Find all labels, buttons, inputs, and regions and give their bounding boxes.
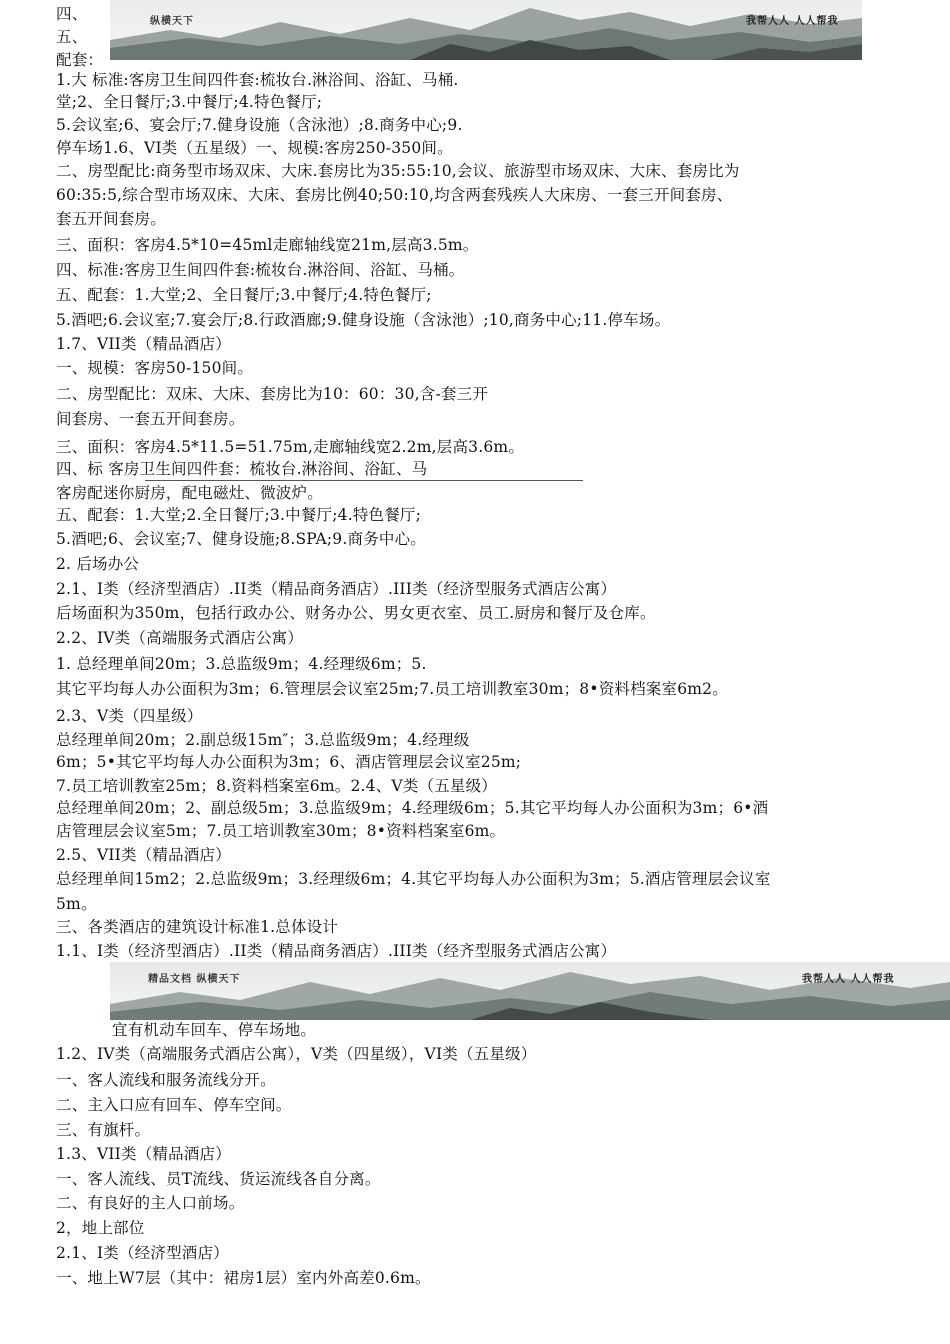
text-line: 1.3、VII类（精品酒店） xyxy=(56,1145,231,1163)
text-line: 客房配迷你厨房，配电磁灶、微波炉。 xyxy=(56,484,323,502)
text-line: 6m；5•其它平均每人办公面积为3m；6、酒店管理层会议室25m; xyxy=(56,753,522,771)
text-line: 五、配套：1.大堂;2、全日餐厅;3.中餐厅;4.特色餐厅; xyxy=(56,286,432,304)
text-line: 总经理单间20m；2.副总级15m″；3.总监级9m；4.经理级 xyxy=(56,731,470,749)
text-line: 四、 xyxy=(56,5,88,23)
text-line: 后场面积为350m，包括行政办公、财务办公、男女更衣室、员工.厨房和餐厅及仓库。 xyxy=(56,604,656,622)
text-line: 其它平均每人办公面积为3m；6.管理层会议室25m;7.员工培训教室30m；8•资料档案室6m2。 xyxy=(56,680,728,698)
header-banner-top xyxy=(110,0,862,60)
text-line: 1. 总经理单间20m；3.总监级9m；4.经理级6m；5. xyxy=(56,655,427,673)
header-banner-bottom xyxy=(110,962,950,1020)
text-line: 宜有机动车回车、停车场地。 xyxy=(112,1021,317,1039)
mountain-landscape-image xyxy=(110,0,862,60)
text-line: 套五开间套房。 xyxy=(56,210,166,228)
text-line: 三、各类酒店的建筑设计标准1.总体设计 xyxy=(56,918,339,936)
text-line: 二、房型配比:商务型市场双床、大床.套房比为35:55:10,会议、旅游型市场双床、大床、套房比为 xyxy=(56,162,740,180)
text-line: 1.1、I类（经济型酒店）.II类（精品商务酒店）.III类（经齐型服务式酒店公寓） xyxy=(56,942,617,960)
text-line: 2，地上部位 xyxy=(56,1219,145,1237)
text-line: 1.2、IV类（高端服务式酒店公寓），V类（四星级），VI类（五星级） xyxy=(56,1045,537,1063)
text-line: 2.1、I类（经济型酒店）.II类（精品商务酒店）.III类（经济型服务式酒店公寓） xyxy=(56,580,617,598)
text-line: 三、面积：客房4.5*10=45ml走廊轴线宽21m,层高3.5m。 xyxy=(56,236,479,254)
text-line: 1.大 标准:客房卫生间四件套:梳妆台.淋浴间、浴缸、马桶. xyxy=(56,71,459,89)
text-line: 2.3、V类（四星级） xyxy=(56,707,203,725)
text-line: 三、有旗杆。 xyxy=(56,1121,151,1139)
text-line: 二、主入口应有回车、停车空间。 xyxy=(56,1096,292,1114)
text-line: 5.酒吧;6.会议室;7.宴会厅;8.行政酒廊;9.健身设施（含泳池）;10,商务中心;11.停车场。 xyxy=(56,311,671,329)
text-line: 间套房、一套五开间套房。 xyxy=(56,410,245,428)
text-line: 5.酒吧;6、会议室;7、健身设施;8.SPA;9.商务中心。 xyxy=(56,530,426,548)
text-line: 三、面积：客房4.5*11.5=51.75m,走廊轴线宽2.2m,层高3.6m。 xyxy=(56,438,525,456)
text-line: 一、客人流线、员T流线、货运流线各自分离。 xyxy=(56,1170,381,1188)
banner-right-text: 我帮人人 人人帮我 xyxy=(746,16,839,27)
banner-left-text: 纵横天下 xyxy=(150,16,194,27)
text-line: 总经理单间15m2；2.总监级9m；3.经理级6m；4.其它平均每人办公面积为3m；5.酒店管理层会议室 xyxy=(56,870,771,888)
text-line: 四、标准:客房卫生间四件套:梳妆台.淋浴间、浴缸、马桶。 xyxy=(56,261,465,279)
banner-right-text: 我帮人人 人人帮我 xyxy=(802,974,895,985)
text-line: 一、规模：客房50-150间。 xyxy=(56,359,254,377)
banner-left-text: 精品文档 纵横天下 xyxy=(148,974,241,985)
text-line: 配套： xyxy=(56,51,104,69)
text-line: 总经理单间20m；2、副总级5m；3.总监级9m；4.经理级6m；5.其它平均每人办公面积为3m；6•酒 xyxy=(56,799,769,817)
text-line: 停车场1.6、VI类（五星级）一、规模:客房250-350间。 xyxy=(56,139,453,157)
text-line: 1.7、VII类（精品酒店） xyxy=(56,335,231,353)
text-line: 5.会议室;6、宴会厅;7.健身设施（含泳池）;8.商务中心;9. xyxy=(56,116,463,134)
text-line: 2.1、I类（经济型酒店） xyxy=(56,1244,229,1262)
text-line: 2. 后场办公 xyxy=(56,555,140,573)
text-line: 四、标 客房卫生间四件套：梳妆台.淋浴间、浴缸、马 xyxy=(56,460,428,478)
text-line: 7.员工培训教室25m；8.资料档案室6m。2.4、V类（五星级） xyxy=(56,777,498,795)
text-line: 二、有良好的主人口前场。 xyxy=(56,1194,245,1212)
text-line: 一、客人流线和服务流线分开。 xyxy=(56,1071,276,1089)
text-line: 2.5、VII类（精品酒店） xyxy=(56,846,231,864)
text-line: 一、地上W7层（其中：裙房1层）室内外高差0.6m。 xyxy=(56,1269,431,1287)
text-line: 店管理层会议室5m；7.员工培训教室30m；8•资料档案室6m。 xyxy=(56,822,506,840)
text-line: 堂;2、全日餐厅;3.中餐厅;4.特色餐厅; xyxy=(56,93,323,111)
underline-rule xyxy=(145,480,583,481)
text-line: 五、 xyxy=(56,28,88,46)
text-line: 五、配套：1.大堂;2.全日餐厅;3.中餐厅;4.特色餐厅; xyxy=(56,506,422,524)
text-line: 2.2、IV类（高端服务式酒店公寓） xyxy=(56,629,304,647)
text-line: 二、房型配比：双床、大床、套房比为10：60：30,含-套三开 xyxy=(56,385,489,403)
text-line: 60:35:5,综合型市场双床、大床、套房比例40;50:10,均含两套残疾人大床房、一套三开间套房、 xyxy=(56,186,733,204)
text-line: 5m。 xyxy=(56,895,97,913)
